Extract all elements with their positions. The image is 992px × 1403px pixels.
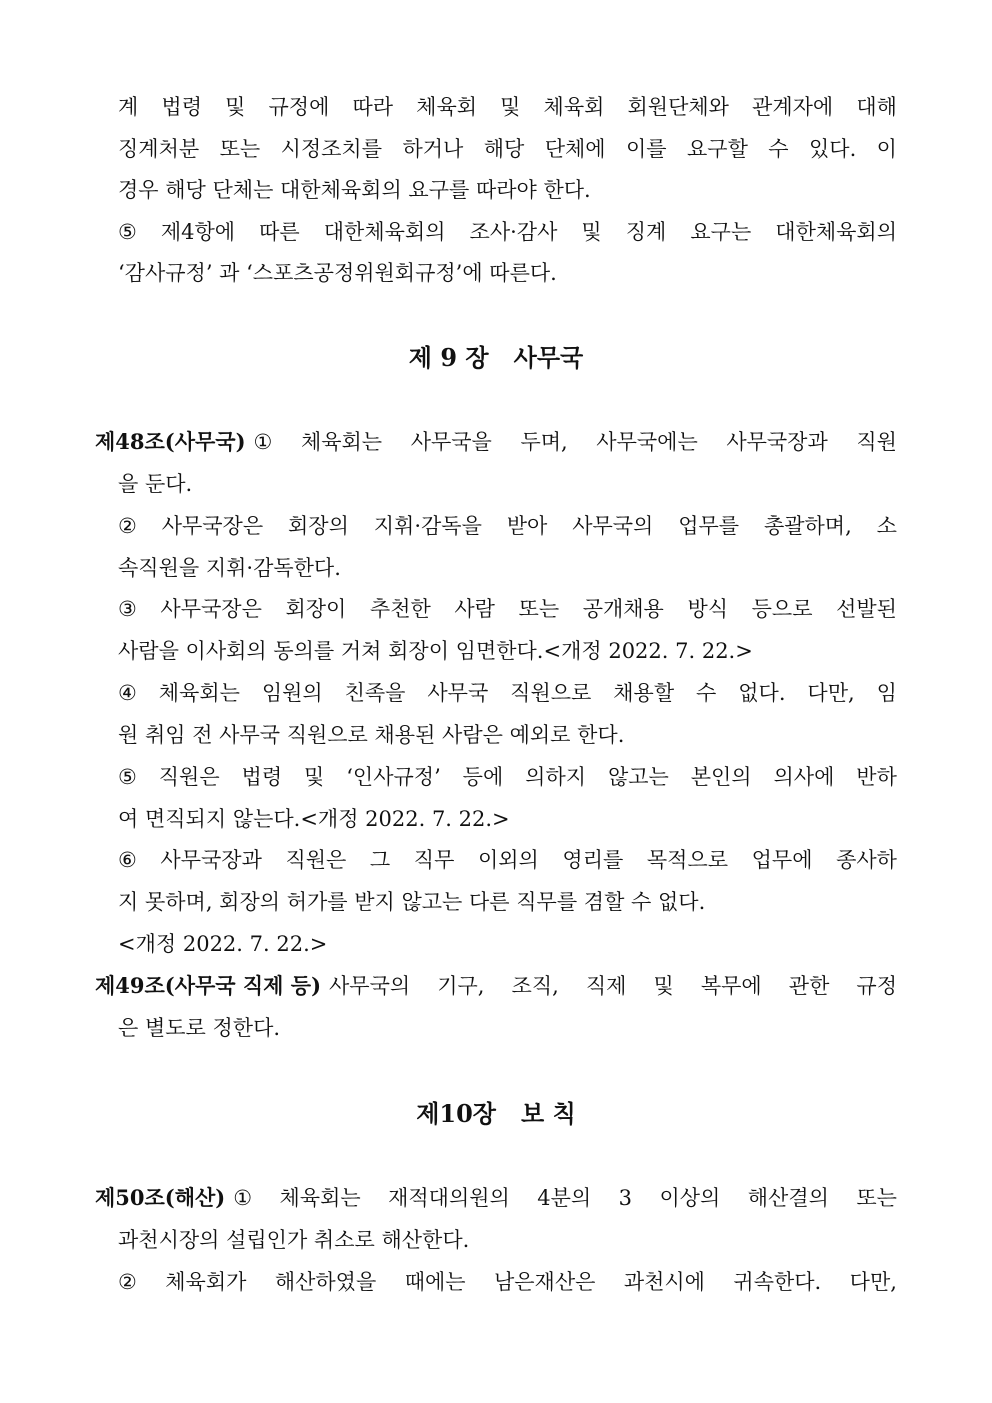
text-line	[118, 762, 897, 792]
word: 징계처분	[118, 137, 200, 161]
word: 다만,	[807, 681, 855, 705]
article-50-first-line	[95, 1183, 897, 1213]
word: 추천한	[369, 597, 431, 621]
word: 요구는	[690, 220, 752, 244]
text-line	[118, 594, 897, 624]
word: 또는	[856, 1186, 897, 1210]
word: 수	[696, 681, 717, 705]
word: 및	[304, 765, 325, 789]
word: 복무에	[700, 974, 762, 998]
word: 이	[876, 137, 897, 161]
word: 단체에	[544, 137, 606, 161]
paragraph-5-line	[118, 217, 897, 247]
word: 않고는	[607, 765, 669, 789]
word: 직무	[413, 848, 455, 872]
text-line	[118, 845, 897, 875]
word: 다만,	[849, 1270, 897, 1294]
word: 하거나	[402, 137, 464, 161]
word: 시정조치를	[280, 137, 383, 161]
article-49-first-line	[95, 971, 897, 1001]
word: 관계자에	[752, 95, 834, 119]
text-line: 경우 해당 단체는 대한체육회의 요구를 따라야 한다.	[118, 178, 591, 202]
word: 계	[118, 95, 139, 119]
word: 직원으로	[510, 681, 592, 705]
word: 법령	[241, 765, 283, 789]
article-49-heading: 제49조(사무국 직제 등)	[95, 973, 322, 998]
word: 임	[876, 681, 897, 705]
word: 사무국장은	[160, 597, 262, 621]
word: 따라	[352, 95, 394, 119]
word: 업무에	[751, 848, 813, 872]
word: 이를	[626, 137, 667, 161]
text-line: 사람을 이사회의 동의를 거쳐 회장이 임면한다.<개정 2022. 7. 22.>	[118, 639, 753, 663]
word: ④	[118, 681, 137, 705]
word: 제4항에	[160, 220, 236, 244]
word: 목적으로	[646, 848, 729, 872]
paragraph-5-line: ‘감사규정’ 과 ‘스포츠공정위원회규정’에 따른다.	[118, 261, 557, 285]
word: 또는	[518, 597, 560, 621]
amendment-note: <개정 2022. 7. 22.>	[118, 932, 328, 956]
word: 선발된	[836, 597, 897, 621]
word: 종사하	[836, 848, 897, 872]
word: 및	[581, 220, 602, 244]
word: 요구할	[687, 137, 748, 161]
word: 체육회	[543, 95, 605, 119]
word: 임원의	[261, 681, 323, 705]
word: 귀속한다.	[733, 1270, 822, 1294]
word: ⑥	[118, 848, 137, 872]
word: 총괄하며,	[763, 514, 852, 538]
word: 본인의	[690, 765, 752, 789]
word: 회장이	[285, 597, 347, 621]
word: 친족을	[344, 681, 406, 705]
word: 체육회가	[165, 1270, 247, 1294]
word: 해산결의	[747, 1186, 829, 1210]
article-50-heading: 제50조(해산)	[95, 1185, 226, 1210]
word: 수	[768, 137, 789, 161]
word: 있다.	[809, 137, 857, 161]
word: 조직,	[511, 974, 559, 998]
text-line	[118, 1267, 897, 1297]
word: ⑤	[118, 220, 137, 244]
word: 해당	[483, 137, 525, 161]
word: 지휘·감독을	[373, 514, 482, 538]
word: 영리를	[562, 848, 624, 872]
word: 채용할	[613, 681, 675, 705]
word: 직원은	[158, 765, 220, 789]
chapter-heading: 제 9 장 사무국	[408, 343, 584, 372]
text-line: 여 면직되지 않는다.<개정 2022. 7. 22.>	[118, 807, 510, 831]
word: 사무국장은	[161, 514, 264, 538]
word: 재적대의원의	[388, 1186, 510, 1210]
word: 직원은	[285, 848, 347, 872]
article-50-text	[233, 1183, 897, 1213]
word: 및	[653, 974, 674, 998]
word: 소	[876, 514, 897, 538]
chapter-heading: 제10장 보 칙	[416, 1099, 576, 1128]
word: 직원	[856, 430, 897, 454]
word: 이상의	[659, 1186, 721, 1210]
text-line: 과천시장의 설립인가 취소로 해산한다.	[118, 1228, 470, 1252]
word: 반하	[856, 765, 897, 789]
text-line: 을 둔다.	[118, 472, 193, 496]
word: 또는	[219, 137, 261, 161]
word: 징계	[625, 220, 667, 244]
word: 등에	[462, 765, 504, 789]
text-line: 은 별도로 정한다.	[118, 1016, 281, 1040]
word: 규정	[856, 974, 897, 998]
text-line: 지 못하며, 회장의 허가를 받지 않고는 다른 직무를 겸할 수 없다.	[118, 890, 706, 914]
article-48-text	[254, 427, 897, 457]
text-line	[118, 678, 897, 708]
word: ①	[233, 1186, 253, 1210]
word: 남은재산은	[493, 1270, 596, 1294]
word: 사무국장과	[726, 430, 828, 454]
text-line: 원 취임 전 사무국 직원으로 채용된 사람은 예외로 한다.	[118, 723, 625, 747]
word: 받아	[506, 514, 548, 538]
word: 체육회는	[279, 1186, 361, 1210]
word: 체육회는	[158, 681, 240, 705]
text-line	[118, 92, 897, 122]
article-48-first-line	[95, 427, 897, 457]
word: ②	[118, 514, 137, 538]
word: ⑤	[118, 765, 137, 789]
word: 대한체육회의	[323, 220, 446, 244]
word: 업무를	[678, 514, 740, 538]
word: 회장의	[288, 514, 349, 538]
text-line	[118, 134, 897, 164]
word: 조사·감사	[469, 220, 558, 244]
word: 및	[225, 95, 246, 119]
word: 사람	[454, 597, 495, 621]
word: 때에는	[404, 1270, 466, 1294]
word: 없다.	[738, 681, 786, 705]
word: 등으로	[751, 597, 813, 621]
word: 및	[500, 95, 521, 119]
word: 사무국을	[410, 430, 492, 454]
word: 해산하였을	[274, 1270, 377, 1294]
word: 대해	[856, 95, 897, 119]
word: 체육회	[416, 95, 478, 119]
word: 방식	[687, 597, 729, 621]
word: 사무국의	[329, 974, 411, 998]
article-49-text	[329, 971, 897, 1001]
word: ①	[253, 430, 273, 454]
word: 사무국에는	[596, 430, 698, 454]
word: 과천시에	[623, 1270, 705, 1294]
word: 대한체육회의	[775, 220, 897, 244]
word: 이외의	[477, 848, 539, 872]
word: 사무국의	[572, 514, 654, 538]
word: ‘인사규정’	[346, 765, 441, 789]
text-line: 속직원을 지휘·감독한다.	[118, 556, 341, 580]
word: 따른	[259, 220, 300, 244]
word: 사무국장과	[160, 848, 262, 872]
word: 사무국	[427, 681, 489, 705]
word: 공개채용	[582, 597, 664, 621]
word: 규정에	[268, 95, 330, 119]
word: 3	[618, 1186, 633, 1210]
word: 관한	[788, 974, 830, 998]
word: 회원단체와	[627, 95, 729, 119]
word: 의하지	[525, 765, 587, 789]
word: 체육회는	[300, 430, 383, 454]
word: ③	[118, 597, 137, 621]
word: ②	[118, 1270, 137, 1294]
word: 4분의	[537, 1186, 592, 1210]
word: 직제	[585, 974, 627, 998]
word: 두며,	[520, 430, 568, 454]
word: 기구,	[437, 974, 485, 998]
word: 그	[369, 848, 391, 872]
article-48-heading: 제48조(사무국)	[95, 429, 246, 454]
word: 법령	[161, 95, 202, 119]
text-line	[118, 511, 897, 541]
word: 의사에	[773, 765, 835, 789]
